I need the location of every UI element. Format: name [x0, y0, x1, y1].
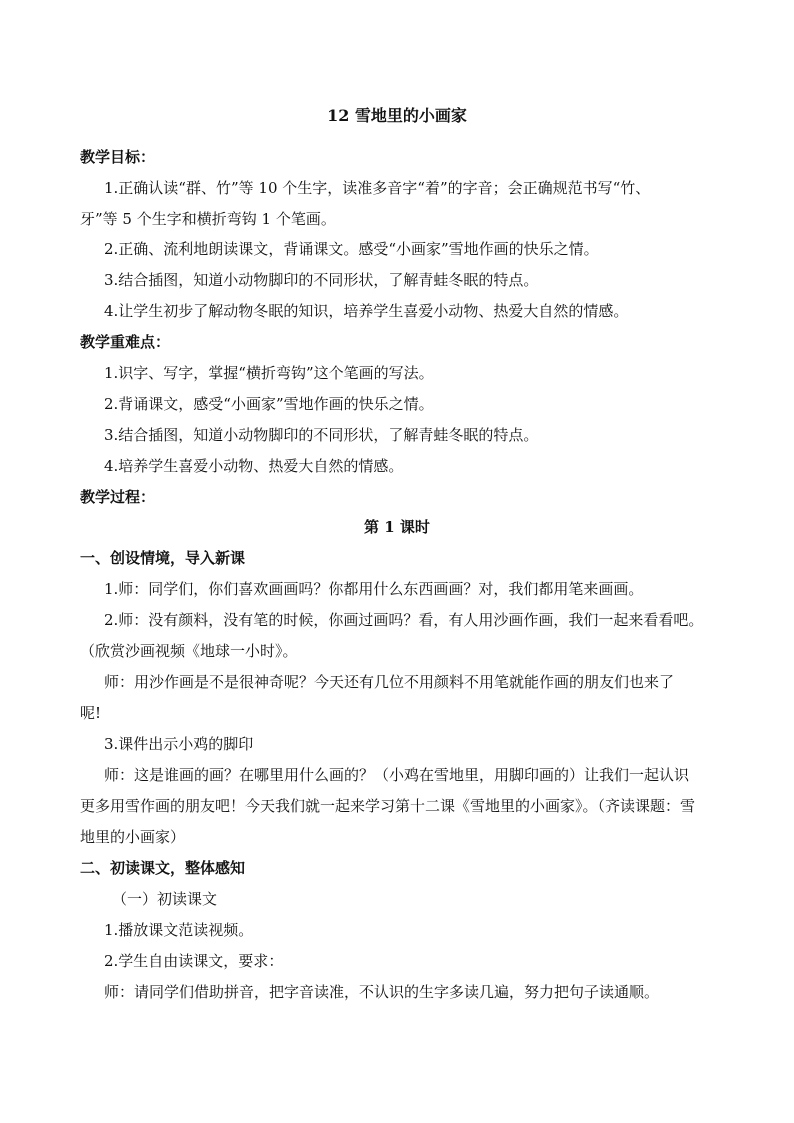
section-1-para-5-line-2: 更多用雪作画的朋友吧！今天我们就一起来学习第十二课《雪地里的小画家》。（齐读课题：雪: [80, 797, 696, 815]
goal-1-line-2: 牙”等 5 个生字和横折弯钩 1 个笔画。: [80, 210, 336, 228]
goal-4: 4.让学生初步了解动物冬眠的知识，培养学生喜爱小动物、热爱大自然的情感。: [104, 302, 629, 320]
section-1-para-5-line-3: 地里的小画家）: [80, 828, 186, 846]
section-2-para-1: 1.播放课文范读视频。: [104, 921, 254, 939]
process-heading: 教学过程：: [80, 488, 156, 506]
section-1-para-3-line-1: 师：用沙作画是不是很神奇呢？今天还有几位不用颜料不用笔就能作画的朋友们也来了: [104, 673, 675, 691]
lesson-label: 第 1 课时: [364, 518, 430, 536]
goals-heading: 教学目标：: [80, 148, 156, 166]
section-2-subheading: （一）初读课文: [112, 890, 218, 908]
section-1-para-2-line-1: 2.师：没有颜料，没有笔的时候，你画过画吗？看，有人用沙画作画，我们一起来看看吧。: [104, 611, 704, 629]
section-1-para-2-line-2: （欣赏沙画视频《地球一小时》。: [80, 642, 298, 660]
keypoint-4: 4.培养学生喜爱小动物、热爱大自然的情感。: [104, 457, 404, 475]
section-1-para-4: 3.课件出示小鸡的脚印: [104, 735, 254, 753]
keypoint-3: 3.结合插图，知道小动物脚印的不同形状，了解青蛙冬眠的特点。: [104, 426, 539, 444]
goal-3: 3.结合插图，知道小动物脚印的不同形状，了解青蛙冬眠的特点。: [104, 271, 539, 289]
section-2-para-3: 师：请同学们借助拼音，把字音读准，不认识的生字多读几遍，努力把句子读通顺。: [104, 983, 660, 1001]
keypoints-heading: 教学重难点：: [80, 333, 171, 351]
keypoint-2: 2.背诵课文，感受“小画家”雪地作画的快乐之情。: [104, 395, 434, 413]
section-2-heading: 二、初读课文，整体感知: [80, 859, 246, 877]
page-title: 12 雪地里的小画家: [327, 106, 467, 125]
section-1-para-5-line-1: 师：这是谁画的画？在哪里用什么画的？（小鸡在雪地里，用脚印画的）让我们一起认识: [104, 766, 690, 784]
section-1-para-3-line-2: 呢!: [80, 704, 102, 722]
keypoint-1: 1.识字、写字，掌握“横折弯钩”这个笔画的写法。: [104, 364, 434, 382]
section-1-para-1: 1.师：同学们，你们喜欢画画吗？你都用什么东西画画？对，我们都用笔来画画。: [104, 580, 644, 598]
section-2-para-2: 2.学生自由读课文，要求：: [104, 952, 284, 970]
goal-2: 2.正确、流利地朗读课文，背诵课文。感受“小画家”雪地作画的快乐之情。: [104, 240, 599, 258]
goal-1-line-1: 1.正确认读“群、竹”等 10 个生字，读准多音字“着”的字音；会正确规范书写“竹、: [104, 179, 651, 197]
section-1-heading: 一、创设情境，导入新课: [80, 549, 246, 567]
